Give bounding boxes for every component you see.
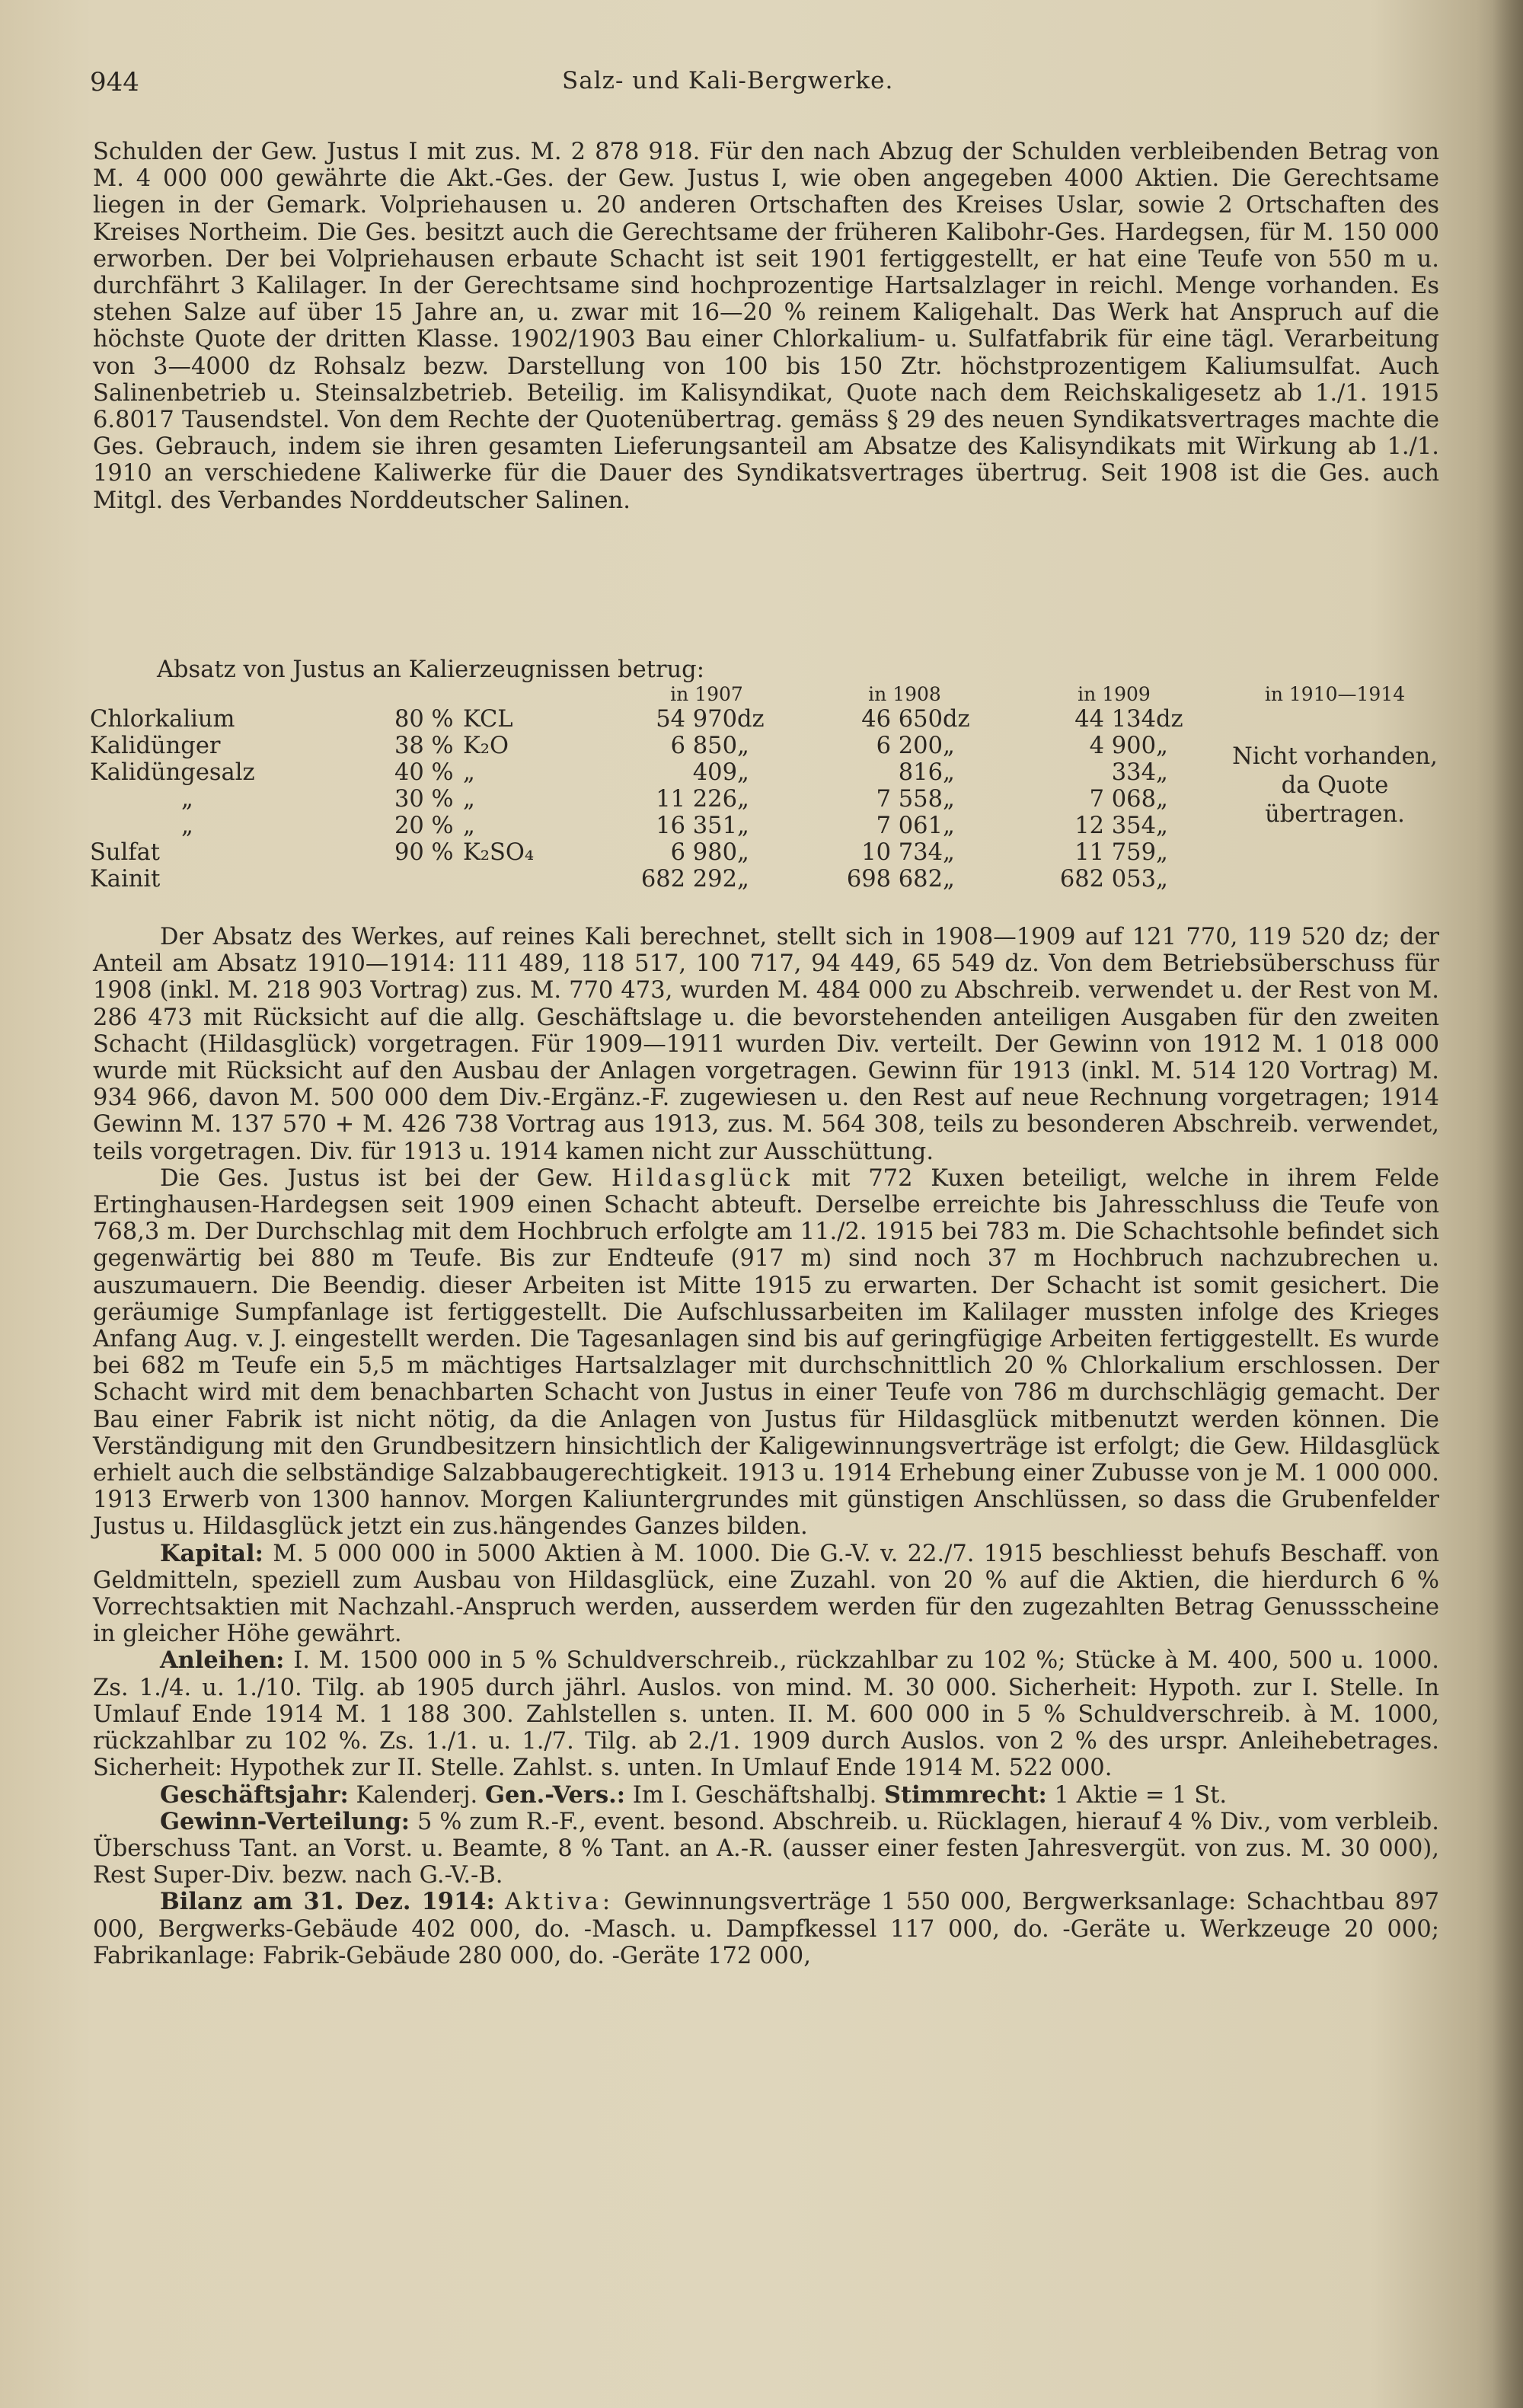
product-cell: „ — [181, 813, 193, 839]
geschaeftsjahr-label: Geschäftsjahr: — [160, 1780, 349, 1809]
unit-1908: „ — [943, 786, 955, 813]
value-1909: 7 068 — [1089, 786, 1156, 813]
value-1907: 682 292 — [640, 866, 737, 893]
table-row — [90, 839, 1445, 866]
product-cell: „ — [181, 786, 193, 813]
unit-1909: „ — [1156, 813, 1168, 839]
unit-1907: „ — [737, 866, 749, 893]
stimmrecht-label: Stimmrecht: — [883, 1780, 1047, 1809]
gv-label: Gen.-Vers.: — [484, 1780, 626, 1809]
bilanz-text: Gewinnungsverträge 1 550 000, Bergwerksanlage: Schachtbau 897 000, Bergwerks-Gebäude 402 000, do. -Masch. u. Dampfkessel 117 000, do. -Geräte u. Werkzeuge 20 000; Fabrikanlage: Fabrik-Gebäude 280 000, do. -Geräte 172 000, — [93, 1889, 1439, 1969]
page-number: 944 — [90, 67, 139, 97]
sales-table — [90, 683, 1445, 893]
salt-cell: KCL — [463, 706, 513, 733]
table-row — [90, 706, 1445, 733]
value-1907: 54 970 — [656, 706, 737, 733]
unit-1909: „ — [1156, 759, 1168, 786]
unit-1908: dz — [943, 706, 970, 733]
geschaeftsjahr-text: Kalenderj. — [356, 1781, 478, 1809]
salt-cell: „ — [463, 759, 475, 786]
unit-1908: „ — [943, 866, 955, 893]
product-cell: Chlorkalium — [90, 706, 235, 733]
anleihen-label: Anleihen: — [160, 1646, 285, 1675]
value-1908: 10 734 — [861, 839, 943, 866]
intro-paragraph: Schulden der Gew. Justus I mit zus. M. 2 878 918. Für den nach Abzug der Schulden verbleibenden Betrag von M. 4 000 000 gewährte die Akt.-Ges. der Gew. Justus I, wie oben angegeben 4000 Aktien. Die Gerechtsame liegen in der Gemark. Volpriehausen u. 20 anderen Ortschaften des Kreises Uslar, sowie 2 Ortschaften des Kreises Northeim. Die Ges. besitzt auch die Gerechtsame der früheren Kalibohr-Ges. Hardegsen, für M. 150 000 erworben. Der bei Volpriehausen erbaute Schacht ist seit 1901 fertiggestellt, er hat eine Teufe von 550 m u. durchfährt 3 Kalilager. In der Gerechtsame sind hochprozentige Hartsalzlager in reichl. Menge vorhanden. Es stehen Salze auf über 15 Jahre an, u. zwar mit 16—20 % reinem Kaligehalt. Das Werk hat Anspruch auf die höchste Quote der dritten Klasse. 1902/1903 Bau einer Chlorkalium- u. Sulfatfabrik für eine tägl. Verarbeitung von 3—4000 dz Rohsalz bezw. Darstellung von 100 bis 150 Ztr. höchstprozentigem Kaliumsulfat. Auch Salinenbetrieb u. Steinsalzbetrieb. Beteilig. im Kalisyndikat, Quote nach dem Reichskaligesetz ab 1./1. 1915 6.8017 Tausendstel. Von dem Rechte der Quotenübertrag. gemäss § 29 des neuen Syndikatsvertrages machte die Ges. Gebrauch, indem sie ihren gesamten Lieferungsanteil am Absatze des Kalisyndikats mit Wirkung ab 1./1. 1910 an verschiedene Kaliwerke für die Dauer des Syndikatsvertrages übertrug. Seit 1908 ist die Ges. auch Mitgl. des Verbandes Norddeutscher Salinen. — [93, 139, 1439, 514]
gewinn-paragraph — [93, 1809, 1439, 1889]
hildasglueck-lead: Die Ges. Justus ist bei der Gew. — [160, 1164, 594, 1192]
unit-1907: dz — [737, 706, 765, 733]
unit-1907: „ — [737, 839, 749, 866]
unit-1908: „ — [943, 733, 955, 759]
unit-1908: „ — [943, 759, 955, 786]
percent-cell: 30 % — [394, 786, 454, 813]
product-cell: Kainit — [90, 866, 161, 893]
value-1908: 7 061 — [876, 813, 943, 839]
hildasglueck-name: Hildasglück — [611, 1164, 793, 1192]
unit-1909: „ — [1156, 786, 1168, 813]
unit-1907: „ — [737, 786, 749, 813]
table-header-row — [90, 683, 1445, 706]
unit-1908: „ — [943, 813, 955, 839]
percent-cell — [394, 866, 463, 893]
value-1908: 7 558 — [876, 786, 943, 813]
unit-1907: „ — [737, 813, 749, 839]
product-cell: Sulfat — [90, 839, 161, 866]
value-1909: 334 — [1111, 759, 1156, 786]
value-1909: 11 759 — [1074, 839, 1156, 866]
header-1908: in 1908 — [868, 683, 941, 705]
bilanz-label: Bilanz am 31. Dez. 1914: — [160, 1888, 495, 1916]
unit-1909: „ — [1156, 839, 1168, 866]
value-1908: 46 650 — [861, 706, 943, 733]
table-row — [90, 733, 1445, 759]
product-cell: Kalidüngesalz — [90, 759, 255, 786]
unit-1909: „ — [1156, 733, 1168, 759]
product-cell: Kalidünger — [90, 733, 221, 759]
value-1907: 11 226 — [656, 786, 737, 813]
percent-cell: 90 % — [394, 839, 454, 866]
hildasglueck-paragraph — [93, 1165, 1439, 1541]
unit-1907: „ — [737, 759, 749, 786]
table-note: Nicht vorhanden, da Quote übertragen. — [1232, 743, 1438, 828]
value-1909: 682 053 — [1059, 866, 1156, 893]
geschaeftsjahr-paragraph — [93, 1782, 1439, 1809]
salt-cell: „ — [463, 786, 475, 813]
percent-cell: 80 % — [394, 706, 454, 733]
salt-cell — [463, 866, 608, 893]
value-1909: 12 354 — [1074, 813, 1156, 839]
value-1909: 4 900 — [1089, 733, 1156, 759]
table-row — [90, 866, 1445, 893]
value-1907: 16 351 — [656, 813, 737, 839]
unit-1909: „ — [1156, 866, 1168, 893]
sales-paragraph: Der Absatz des Werkes, auf reines Kali berechnet, stellt sich in 1908—1909 auf 121 770, 119 520 dz; der Anteil am Absatz 1910—1914: 111 489, 118 517, 100 717, 94 449, 65 549 dz. Von dem Betriebsüberschuss für 1908 (inkl. M. 218 903 Vortrag) zus. M. 770 473, wurden M. 484 000 zu Abschreib. verwendet u. der Rest von M. 286 473 mit Rücksicht auf die allg. Geschäftslage u. die bevorstehenden anteiligen Ausgaben für den zweiten Schacht (Hildasglück) vorgetragen. Für 1909—1911 wurden Div. verteilt. Der Gewinn von 1912 M. 1 018 000 wurde mit Rücksicht auf den Ausbau der Anlagen vorgetragen. Gewinn für 1913 (inkl. M. 514 120 Vortrag) M. 934 966, davon M. 500 000 dem Div.-Ergänz.-F. zugewiesen u. den Rest auf neue Rechnung vorgetragen; 1914 Gewinn M. 137 570 + M. 426 738 Vortrag aus 1913, zus. M. 564 308, teils zu besonderen Abschreib. verwendet, teils vorgetragen. Div. für 1913 u. 1914 kamen nicht zur Ausschüttung. — [93, 924, 1439, 1165]
intro-paragraph-block — [93, 139, 1439, 514]
unit-1908: „ — [943, 839, 955, 866]
gewinn-label: Gewinn-Verteilung: — [160, 1807, 410, 1835]
salt-cell: K₂O — [463, 733, 509, 759]
stimmrecht-text: 1 Aktie = 1 St. — [1054, 1781, 1228, 1809]
unit-1907: „ — [737, 733, 749, 759]
value-1908: 6 200 — [876, 733, 943, 759]
gewinn-text: 5 % zum R.-F., event. besond. Abschreib. u. Rücklagen, hierauf 4 % Div., vom verbleib. Überschuss Tant. an Vorst. u. Beamte, 8 % Tant. an A.-R. (ausser einer festen Jahresvergüt. von zus. M. 30 000), Rest Super-Div. bezw. nach G.-V.-B. — [93, 1808, 1439, 1889]
header-1909: in 1909 — [1078, 683, 1151, 705]
kapital-label: Kapital: — [160, 1539, 263, 1567]
aktiva-label: Aktiva: — [504, 1889, 615, 1916]
header-1907: in 1907 — [670, 683, 743, 705]
percent-cell: 38 % — [394, 733, 454, 759]
salt-cell: K₂SO₄ — [463, 839, 535, 866]
kapital-text: M. 5 000 000 in 5000 Aktien à M. 1000. Die G.-V. v. 22./7. 1915 beschliesst behufs Beschaff. von Geldmitteln, speziell zum Ausbau von Hildasglück, eine Zuzahl. von 20 % auf die Aktien, die hierdurch 6 % Vorrechtsaktien mit Nachzahl.-Anspruch werden, ausserdem werden für den zugezahlten Betrag Genussscheine in gleicher Höhe gewährt. — [93, 1540, 1439, 1648]
value-1907: 6 980 — [670, 839, 737, 866]
hildasglueck-text: mit 772 Kuxen beteiligt, welche in ihrem Felde Ertinghausen-Hardegsen seit 1909 einen Schacht abteuft. Derselbe erreichte bis Jahresschluss die Teufe von 768,3 m. Der Durchschlag mit dem Hochbruch erfolgte am 11./2. 1915 bei 783 m. Die Schachtsohle befindet sich gegenwärtig bei 880 m Teufe. Bis zur Endteufe (917 m) sind noch 37 m Hochbruch nachzubrechen u. auszumauern. Die Beendig. dieser Arbeiten ist Mitte 1915 zu erwarten. Der Schacht ist somit gesichert. Die geräumige Sumpfanlage ist fertiggestellt. Die Aufschlussarbeiten im Kalilager mussten infolge des Krieges Anfang Aug. v. J. eingestellt werden. Die Tagesanlagen sind bis auf geringfügige Arbeiten fertiggestellt. Es wurde bei 682 m Teufe ein 5,5 m mächtiges Hartsalzlager mit durchschnittlich 20 % Chlorkalium erschlossen. Der Schacht wird mit dem benachbarten Schacht von Justus in einer Teufe von 786 m durchschlägig gemacht. Der Bau einer Fabrik ist nicht nötig, da die Anlagen von Justus für Hildasglück mitbenutzt werden können. Die Verständigung mit den Grundbesitzern hinsichtlich der Kaligewinnungsverträge ist erfolgt; die Gew. Hildasglück erhielt auch die selbständige Salzabbaugerechtigkeit. 1913 u. 1914 Erhebung einer Zubusse von je M. 1 000 000. 1913 Erwerb von 1300 hannov. Morgen Kaliuntergrundes mit günstigen Anschlüssen, so dass die Grubenfelder Justus u. Hildasglück jetzt ein zus.hängendes Ganzes bilden. — [93, 1164, 1439, 1541]
running-title: Salz- und Kali-Bergwerke. — [562, 67, 894, 94]
value-1907: 409 — [692, 759, 737, 786]
bilanz-paragraph — [93, 1889, 1439, 1969]
unit-1909: dz — [1156, 706, 1183, 733]
table-caption: Absatz von Justus an Kalierzeugnissen betrug: — [157, 656, 704, 683]
salt-cell: „ — [463, 813, 475, 839]
page-header — [90, 67, 1438, 105]
page-edge-shadow — [1493, 0, 1523, 2408]
anleihen-paragraph — [93, 1647, 1439, 1781]
percent-cell: 20 % — [394, 813, 454, 839]
value-1909: 44 134 — [1074, 706, 1156, 733]
kapital-paragraph — [93, 1541, 1439, 1648]
percent-cell: 40 % — [394, 759, 454, 786]
body-text-block — [93, 924, 1439, 1969]
header-1910-1914: in 1910—1914 — [1264, 683, 1406, 705]
value-1908: 698 682 — [846, 866, 943, 893]
value-1907: 6 850 — [670, 733, 737, 759]
anleihen-text: I. M. 1500 000 in 5 % Schuldverschreib., rückzahlbar zu 102 %; Stücke à M. 400, 500 u. 1000. Zs. 1./4. u. 1./10. Tilg. ab 1905 durch jährl. Auslos. von mind. M. 30 000. Sicherheit: Hypoth. zur I. Stelle. In Umlauf Ende 1914 M. 1 188 300. Zahlstellen s. unten. II. M. 600 000 in 5 % Schuldverschreib. à M. 1000, rückzahlbar zu 102 %. Zs. 1./1. u. 1./7. Tilg. ab 2./1. 1909 durch Auslos. von 2 % des urspr. Anleihebetrages. Sicherheit: Hypothek zur II. Stelle. Zahlst. s. unten. In Umlauf Ende 1914 M. 522 000. — [93, 1647, 1439, 1782]
value-1908: 816 — [898, 759, 943, 786]
gv-text: Im I. Geschäftshalbj. — [632, 1781, 877, 1809]
